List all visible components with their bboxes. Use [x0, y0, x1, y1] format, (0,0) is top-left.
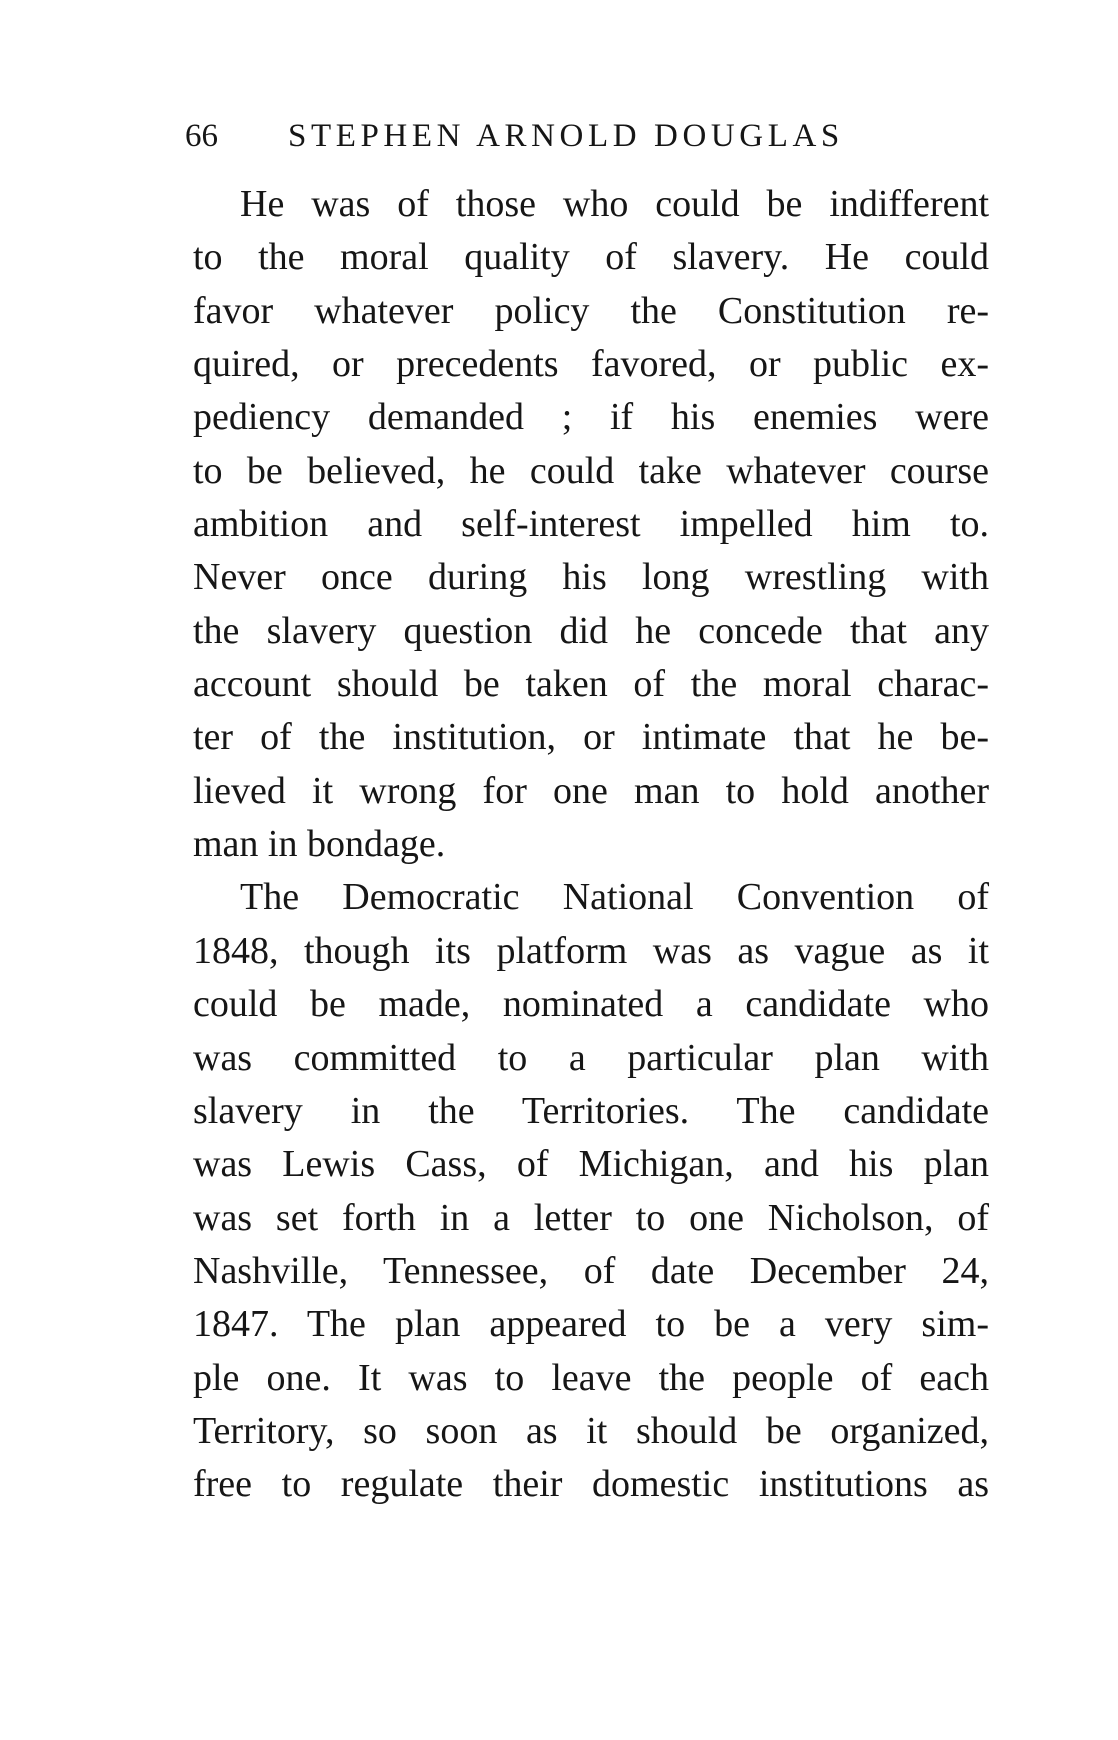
text-line: The Democratic National Convention of [240, 876, 989, 919]
running-head [185, 112, 925, 160]
text-line: was committed to a particular plan with [193, 1036, 989, 1079]
paragraph-2 [193, 871, 989, 1511]
text-line: quired, or precedents favored, or public ex- [193, 343, 989, 386]
text-line: Nashville, Tennessee, of date December 24, [193, 1249, 989, 1292]
text-line: slavery in the Territories. The candidate [193, 1089, 989, 1132]
text-line: lieved it wrong for one man to hold another [193, 769, 989, 812]
text-line: pediency demanded ; if his enemies were [193, 396, 989, 439]
text-line: ambition and self-interest impelled him to. [193, 503, 989, 546]
body-text [193, 178, 989, 1512]
text-line: account should be taken of the moral charac- [193, 663, 989, 706]
running-title: STEPHEN ARNOLD DOUGLAS [288, 118, 844, 154]
text-line: Never once during his long wrestling with [193, 556, 989, 599]
text-line: man in bondage. [193, 823, 446, 866]
text-line: to be believed, he could take whatever course [193, 449, 989, 492]
text-line: was set forth in a letter to one Nicholson, of [193, 1196, 989, 1239]
text-line: ple one. It was to leave the people of each [193, 1356, 989, 1399]
text-line: favor whatever policy the Constitution re- [193, 289, 989, 332]
text-line: 1848, though its platform was as vague as it [193, 929, 989, 972]
page-number: 66 [185, 118, 218, 154]
text-line: He was of those who could be indifferent [240, 183, 989, 225]
text-line: could be made, nominated a candidate who [193, 983, 989, 1026]
text-line: to the moral quality of slavery. He could [193, 236, 989, 279]
text-line: the slavery question did he concede that any [193, 609, 989, 652]
text-line: 1847. The plan appeared to be a very sim- [193, 1303, 989, 1346]
text-line: free to regulate their domestic institutions as [193, 1463, 989, 1506]
text-line: Territory, so soon as it should be organized, [193, 1409, 989, 1452]
text-line: ter of the institution, or intimate that he be- [193, 716, 989, 759]
text-line: was Lewis Cass, of Michigan, and his plan [193, 1143, 989, 1186]
paragraph-1 [193, 178, 989, 871]
